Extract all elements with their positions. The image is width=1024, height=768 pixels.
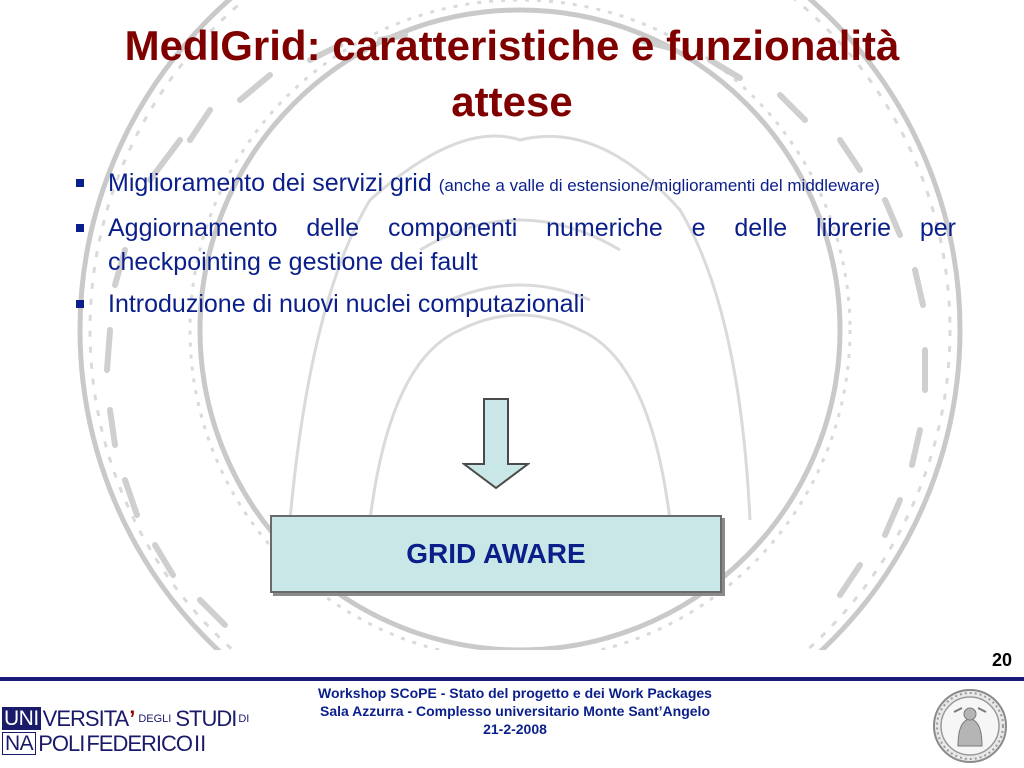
logo-federico: FEDERICO [86,730,193,756]
slide-title: MedIGrid: caratteristiche e funzionalità attese [124,22,900,125]
logo-di: DI [238,712,250,725]
logo-row-top [2,706,251,731]
down-arrow-icon [462,398,530,490]
university-logo [2,705,250,756]
bullet-item [76,166,956,203]
logo-versita: VERSITA [42,705,129,731]
bullet-text: Aggiornamento delle componenti numeriche e delle librerie per checkpointing e gestione dei fault [108,214,956,276]
logo-uni: UNI [4,707,39,730]
logo-poli: POLI [38,730,85,756]
page-number: 20 [991,650,1012,670]
footer-line-1: Workshop SCoPE - Stato del progetto e dei Work Packages [318,685,712,701]
logo-row-bottom [2,731,206,756]
grid-aware-label: GRID AWARE [406,538,586,569]
bullet-list [76,166,956,329]
bullet-text: Introduzione di nuovi nuclei computazionali [108,290,585,318]
square-bullet-icon [76,179,84,187]
bullet-note: (anche a valle di estensione/miglioramenti del middleware) [438,176,880,195]
footer-rule [0,677,1024,681]
bullet-text: Miglioramento dei servizi grid [108,169,439,197]
square-bullet-icon [76,224,84,232]
logo-degli: DEGLI [138,712,172,725]
logo-na: NA [2,732,36,755]
logo-ii: II [194,730,207,756]
footer-text [250,684,780,738]
grid-aware-box [270,515,722,593]
university-seal-icon [932,688,1008,764]
square-bullet-icon [76,300,84,308]
bullet-item [76,211,956,279]
logo-studi: STUDI [175,705,237,731]
logo-apostrophe: ’ [129,705,136,731]
footer-line-3: 21-2-2008 [483,721,547,737]
bullet-item [76,287,956,321]
footer-line-2: Sala Azzurra - Complesso universitario Monte Sant’Angelo [320,703,710,719]
